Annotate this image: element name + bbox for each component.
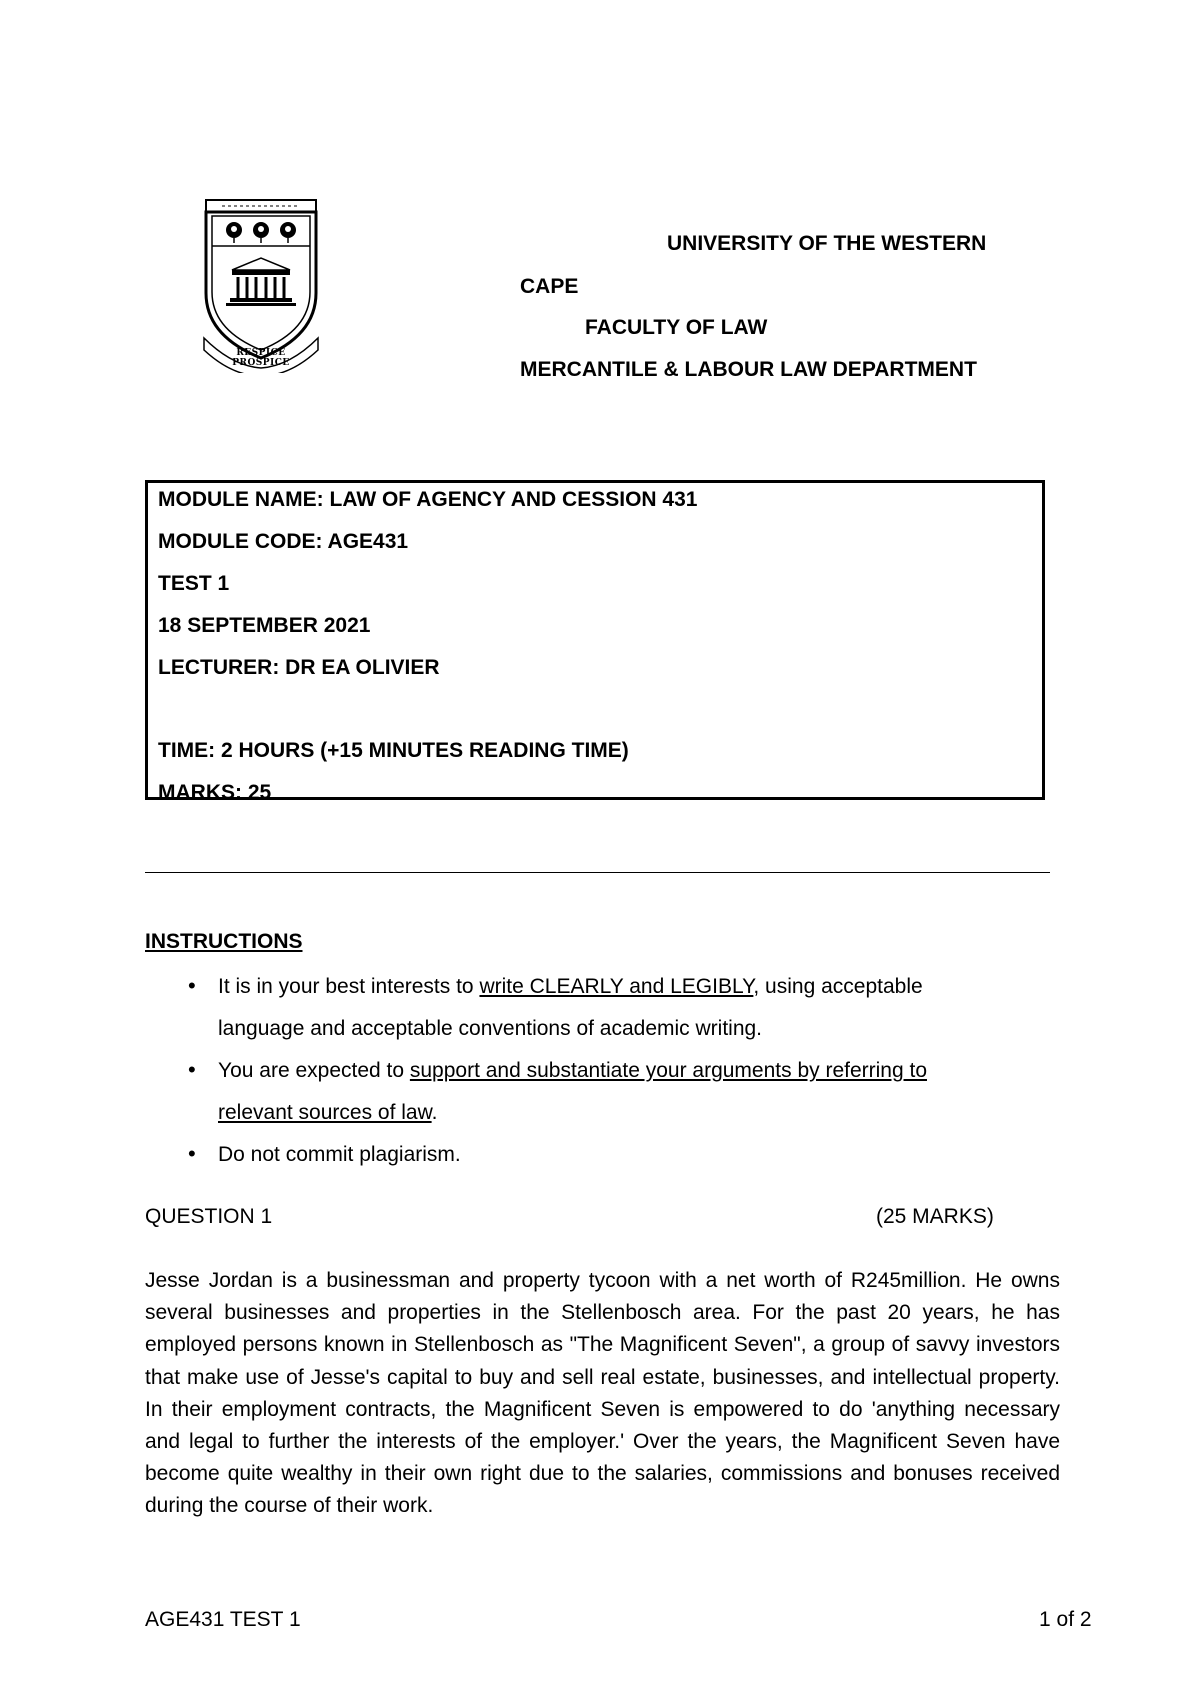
module-code: MODULE CODE: AGE431 — [158, 530, 409, 553]
separator-line — [145, 872, 1050, 873]
crest-shield-icon — [202, 198, 320, 373]
header-department: MERCANTILE & LABOUR LAW DEPARTMENT — [520, 358, 977, 381]
instructions-heading: INSTRUCTIONS — [145, 930, 303, 953]
module-name: MODULE NAME: LAW OF AGENCY AND CESSION 431 — [158, 488, 698, 511]
header-university-line2: CAPE — [520, 275, 579, 298]
test-date: 18 SEPTEMBER 2021 — [158, 614, 371, 637]
module-info-box — [145, 480, 1045, 804]
bullet-icon: • — [188, 1057, 196, 1082]
test-time: TIME: 2 HOURS (+15 MINUTES READING TIME) — [158, 739, 629, 762]
header-faculty: FACULTY OF LAW — [585, 316, 768, 339]
test-number: TEST 1 — [158, 572, 230, 595]
instruction-item-2-line2: relevant sources of law. — [218, 1101, 438, 1124]
footer-page-number: 1 of 2 — [1039, 1608, 1092, 1631]
instruction-item-1-line2: language and acceptable conventions of academic writing. — [218, 1017, 763, 1040]
crest-motto: RESPICE PROSPICE — [232, 348, 290, 368]
instruction-emphasis-2: support and substantiate your arguments by referring to — [409, 1059, 927, 1082]
question-title: QUESTION 1 — [145, 1205, 273, 1228]
question-marks: (25 MARKS) — [876, 1205, 994, 1228]
instruction-emphasis-1: write CLEARLY and LEGIBLY — [479, 975, 754, 998]
header-university-line1: UNIVERSITY OF THE WESTERN — [667, 232, 987, 255]
instruction-item-2: You are expected to support and substantiate your arguments by referring to — [218, 1059, 927, 1082]
test-marks: MARKS: 25 — [158, 781, 272, 804]
instruction-item-1: It is in your best interests to write CLEARLY and LEGIBLY, using acceptable — [218, 975, 923, 998]
bullet-icon: • — [188, 1141, 196, 1166]
bullet-icon: • — [188, 973, 196, 998]
question-body: Jesse Jordan is a businessman and property tycoon with a net worth of R245million. He owns several businesses and properties in the Stellenbosch area. For the past 20 years, he has employed persons known in Stellenbosch as "The Magnificent Seven", a group of savvy investors that make use of Jesse's capital to buy and sell real estate, businesses, and intellectual property. In their employment contracts, the Magnificent Seven is empowered to do 'anything necessary and legal to further the interests of the employer.' Over the years, the Magnificent Seven have become quite wealthy in their own right due to the salaries, commissions and bonuses received during the course of their work. — [145, 1269, 1060, 1518]
footer-test-label: AGE431 TEST 1 — [145, 1608, 301, 1631]
lecturer: LECTURER: DR EA OLIVIER — [158, 656, 440, 679]
instruction-item-3: Do not commit plagiarism. — [218, 1143, 461, 1166]
university-crest — [202, 198, 320, 373]
